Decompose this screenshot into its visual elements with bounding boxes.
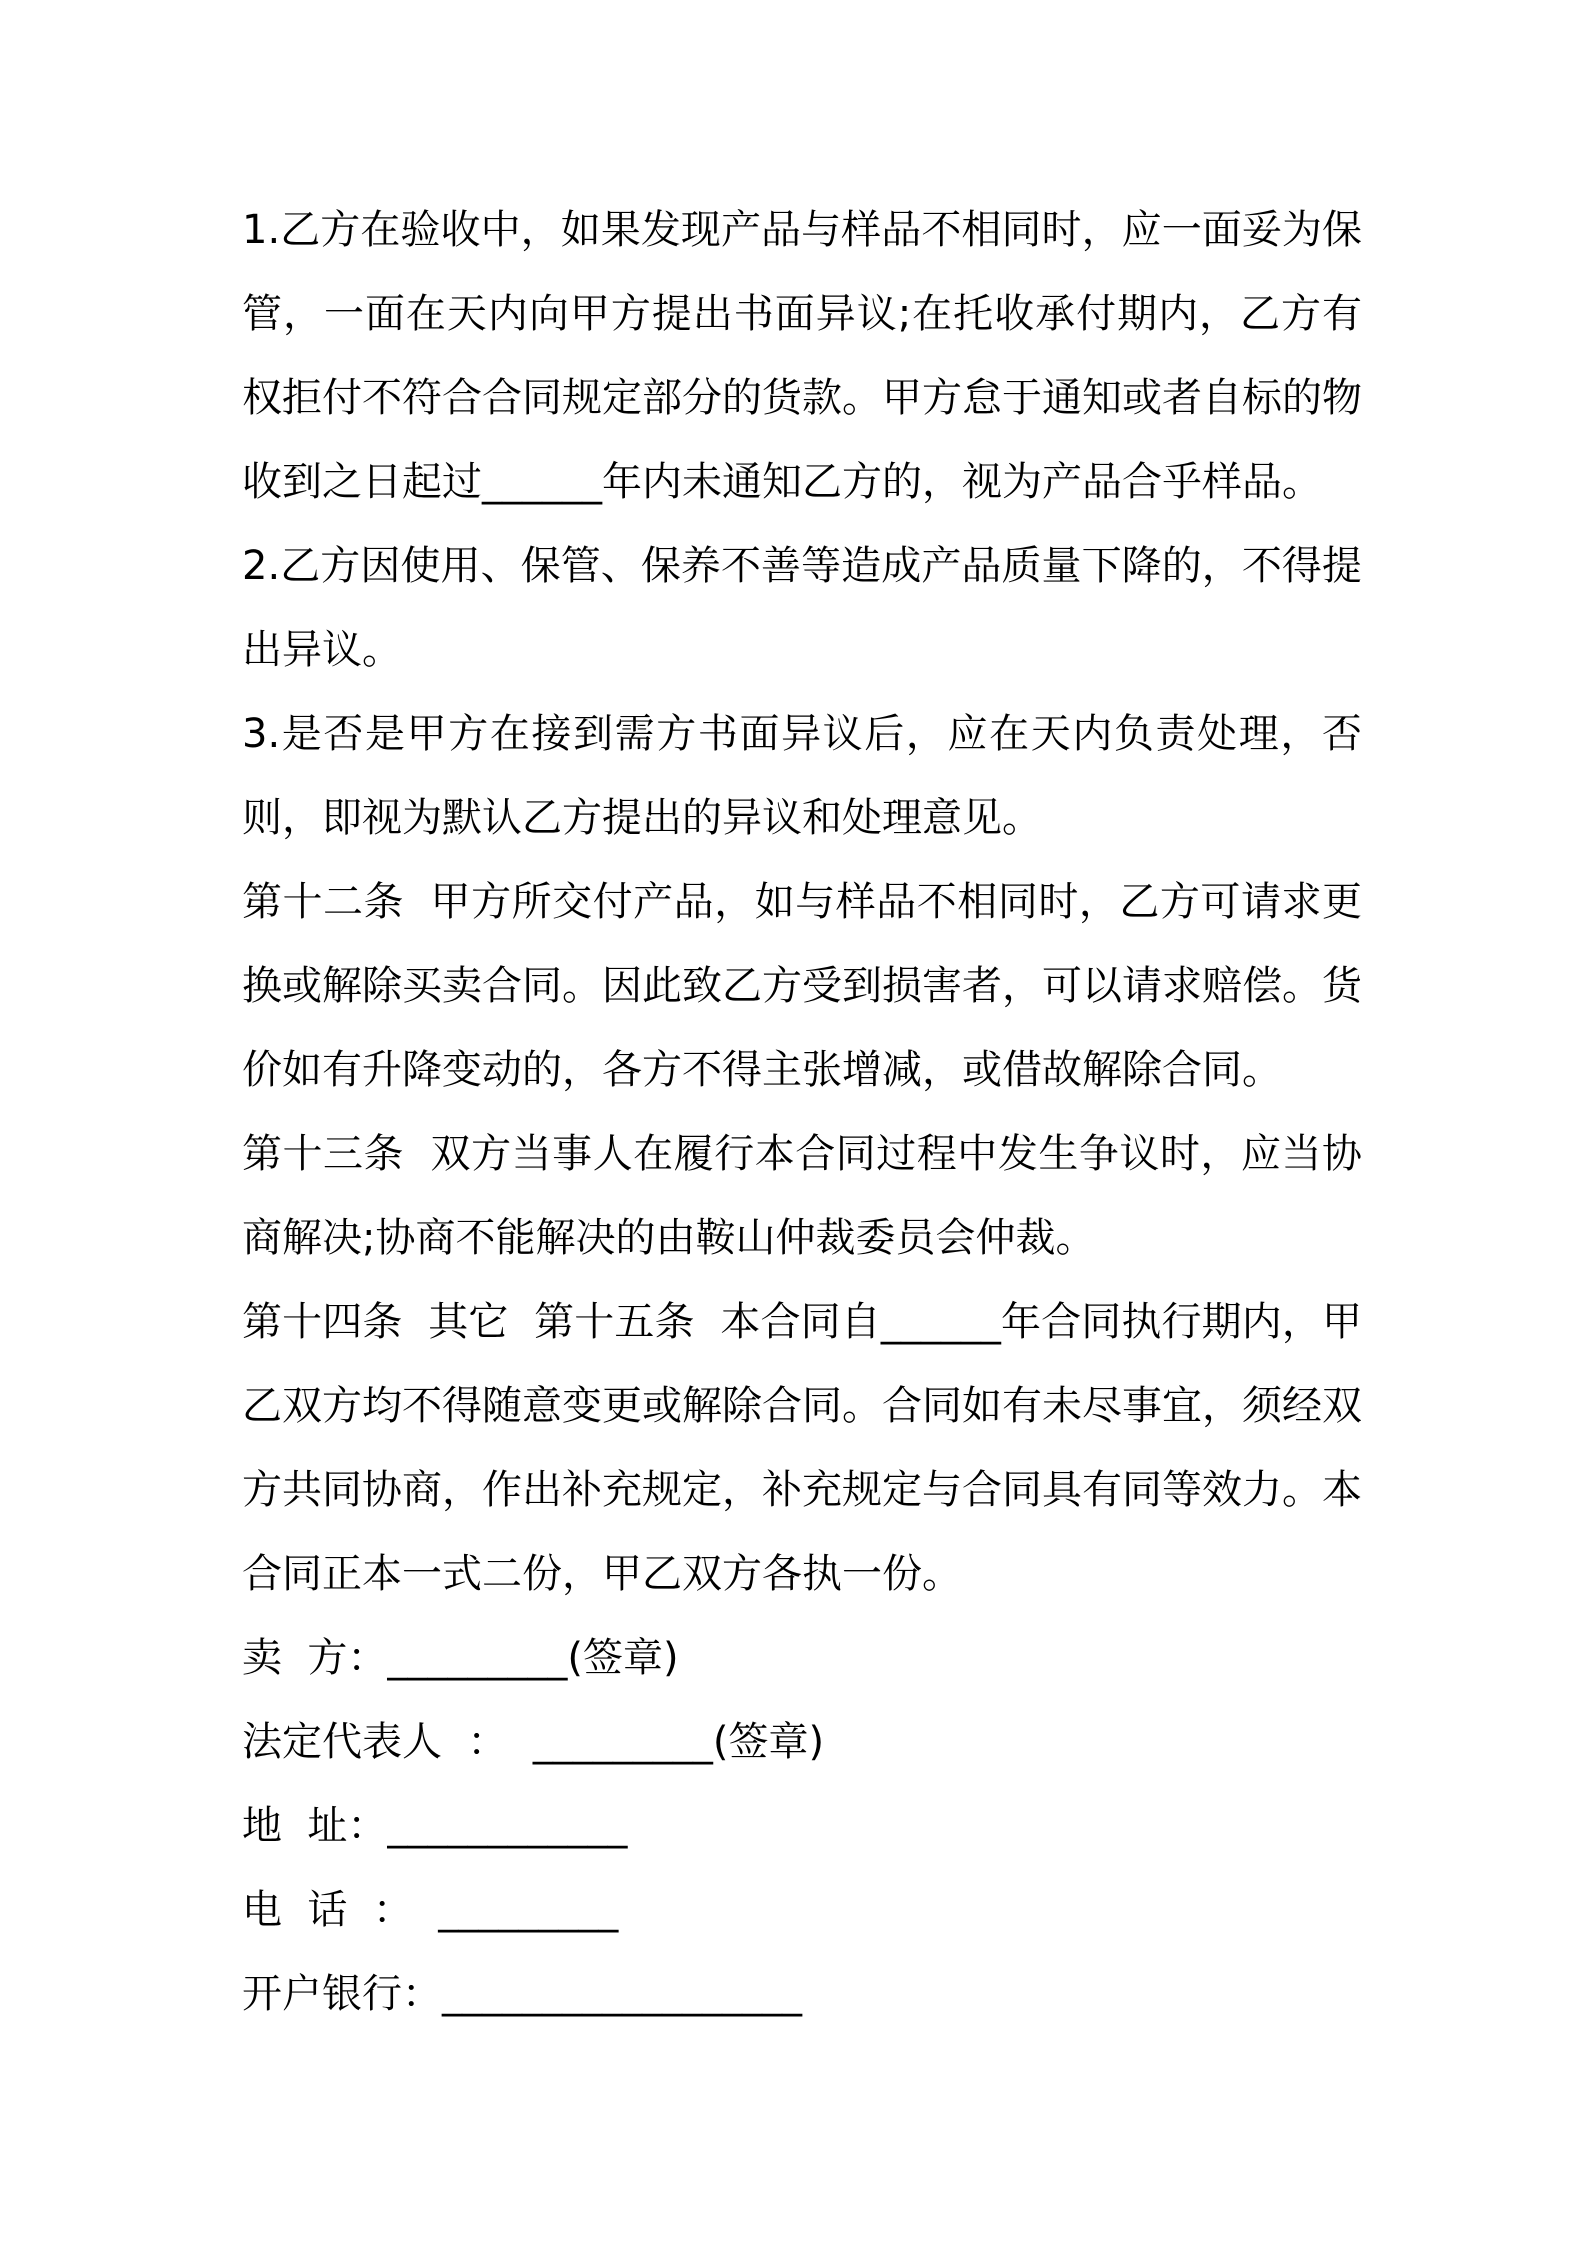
clause-3-objection: 3.是否是甲方在接到需方书面异议后，应在天内负责处理，否则，即视为默认乙方提出的异议和处理意见。 bbox=[242, 711, 1362, 841]
clause-2-quality: 2.乙方因使用、保管、保养不善等造成产品质量下降的，不得提出异议。 bbox=[242, 543, 1362, 673]
article-13: 第十三条 双方当事人在履行本合同过程中发生争议时，应当协商解决;协商不能解决的由鞍山仲裁委员会仲裁。 bbox=[242, 1131, 1362, 1261]
phone-line: 电 话 ： _________ bbox=[242, 1887, 619, 1933]
article-12: 第十二条 甲方所交付产品，如与样品不相同时，乙方可请求更换或解除买卖合同。因此致乙方受到损害者，可以请求赔偿。货价如有升降变动的，各方不得主张增减，或借故解除合同。 bbox=[242, 879, 1362, 1093]
clause-1-inspection: 1.乙方在验收中，如果发现产品与样品不相同时，应一面妥为保管，一面在天内向甲方提出书面异议;在托收承付期内，乙方有权拒付不符合合同规定部分的货款。甲方怠于通知或者自标的物收到之日起过______年内未通知乙方的，视为产品合乎样品。 bbox=[242, 207, 1362, 505]
bank-line: 开户银行：__________________ bbox=[242, 1971, 802, 2017]
address-line: 地 址：____________ bbox=[242, 1803, 628, 1849]
seller-signature-line: 卖 方：_________(签章) bbox=[242, 1635, 679, 1681]
contract-page bbox=[242, 188, 1362, 2036]
article-14-15: 第十四条 其它 第十五条 本合同自______年合同执行期内，甲乙双方均不得随意变更或解除合同。合同如有未尽事宜，须经双方共同协商，作出补充规定，补充规定与合同具有同等效力。本合同正本一式二份，甲乙双方各执一份。 bbox=[242, 1299, 1362, 1597]
legal-representative-line: 法定代表人 ： _________(签章) bbox=[242, 1719, 825, 1765]
